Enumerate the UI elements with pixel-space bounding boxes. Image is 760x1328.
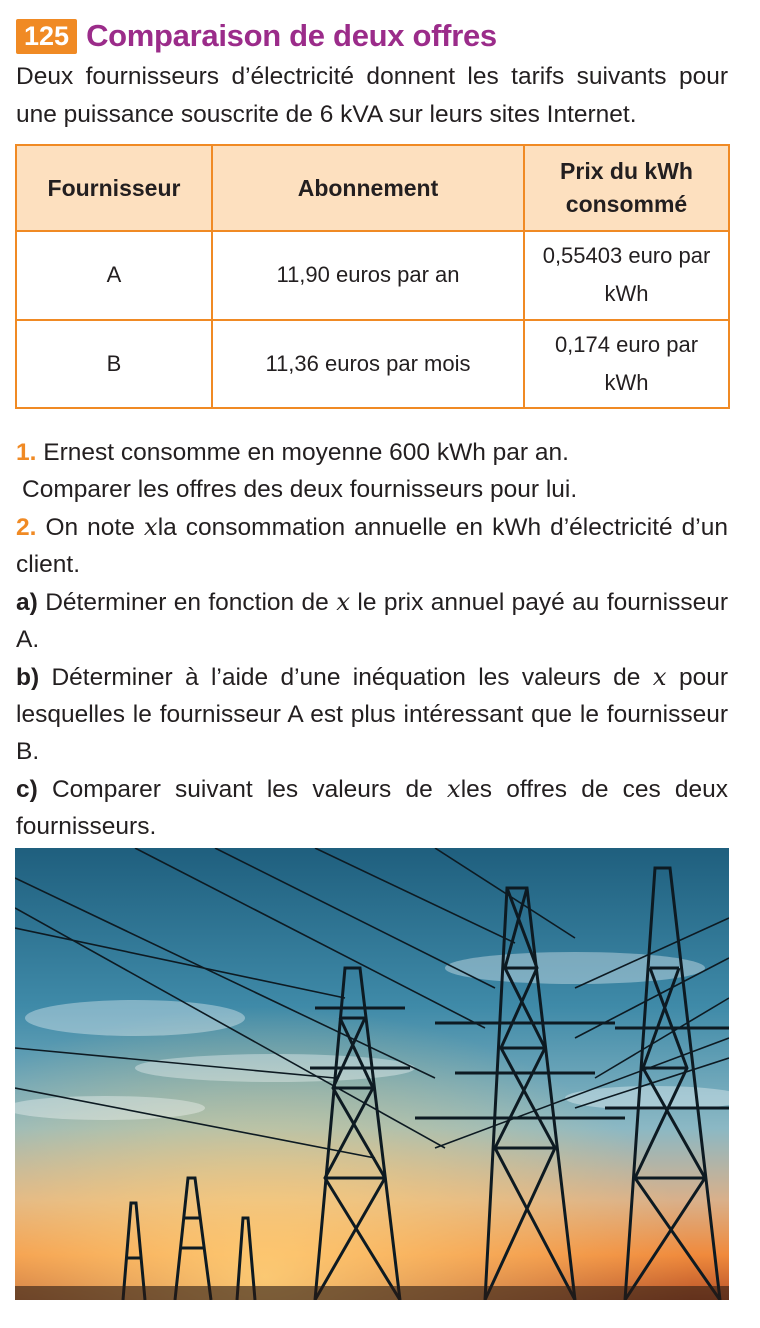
question-2c <box>16 770 728 845</box>
question-2-pre: On note <box>45 514 135 541</box>
exercise-number: 125 <box>16 19 77 54</box>
table-row <box>16 320 729 409</box>
question-2b <box>16 658 728 770</box>
header-prix <box>524 145 729 231</box>
cell-prix-text: 0,55403 euro par kWh <box>542 243 711 307</box>
table-header-row <box>16 145 729 231</box>
question-2-post: la consommation annuelle en kWh d’électricité d’un client. <box>16 514 728 578</box>
variable-x: x <box>143 512 158 541</box>
question-2a <box>16 583 728 658</box>
cell-fournisseur: A <box>16 231 212 320</box>
question-2 <box>16 508 728 583</box>
header-prix-label: Prix du kWh consommé <box>560 158 693 217</box>
variable-x: x <box>446 774 461 803</box>
question-2c-label: c) <box>16 776 38 803</box>
question-1-text: Ernest consomme en moyenne 600 kWh par an. <box>43 439 569 466</box>
cell-abonnement: 11,90 euros par an <box>212 231 524 320</box>
variable-x: x <box>652 662 667 691</box>
question-1 <box>16 434 728 471</box>
header-abonnement: Abonnement <box>212 145 524 231</box>
exercise-title: Comparaison de deux offres <box>86 18 497 53</box>
question-2b-post: pour lesquelles le fournisseur A est plus intéressant que le fournisseur B. <box>16 664 728 765</box>
cell-prix <box>524 320 729 409</box>
header-fournisseur: Fournisseur <box>16 145 212 231</box>
question-2a-label: a) <box>16 589 38 616</box>
variable-x: x <box>336 587 351 616</box>
question-2a-post: le prix annuel payé au fournisseur A. <box>16 589 729 653</box>
table-row <box>16 231 729 320</box>
cell-prix-text: 0,174 euro par kWh <box>554 331 699 395</box>
question-2b-pre: Déterminer à l’aide d’une inéquation les valeurs de <box>51 664 641 691</box>
intro-text: Deux fournisseurs d’électricité donnent les tarifs suivants pour une puissance souscrite de 6 kVA sur leurs sites Internet. <box>16 63 728 128</box>
cell-prix <box>524 231 729 320</box>
power-lines-photo <box>15 848 729 1300</box>
question-2c-pre: Comparer suivant les valeurs de <box>51 776 433 803</box>
exercise-header <box>16 16 497 56</box>
questions-block <box>16 434 728 845</box>
question-1-text-2: Comparer les offres des deux fournisseurs pour lui. <box>22 476 578 503</box>
question-2a-pre: Déterminer en fonction de <box>45 589 329 616</box>
tariff-table <box>15 144 730 409</box>
cell-fournisseur: B <box>16 320 212 409</box>
question-1-number: 1. <box>16 439 37 466</box>
question-2-number: 2. <box>16 514 37 541</box>
cell-abonnement: 11,36 euros par mois <box>212 320 524 409</box>
question-2c-post: les offres de ces deux fournisseurs. <box>16 776 729 840</box>
question-2b-label: b) <box>16 664 40 691</box>
